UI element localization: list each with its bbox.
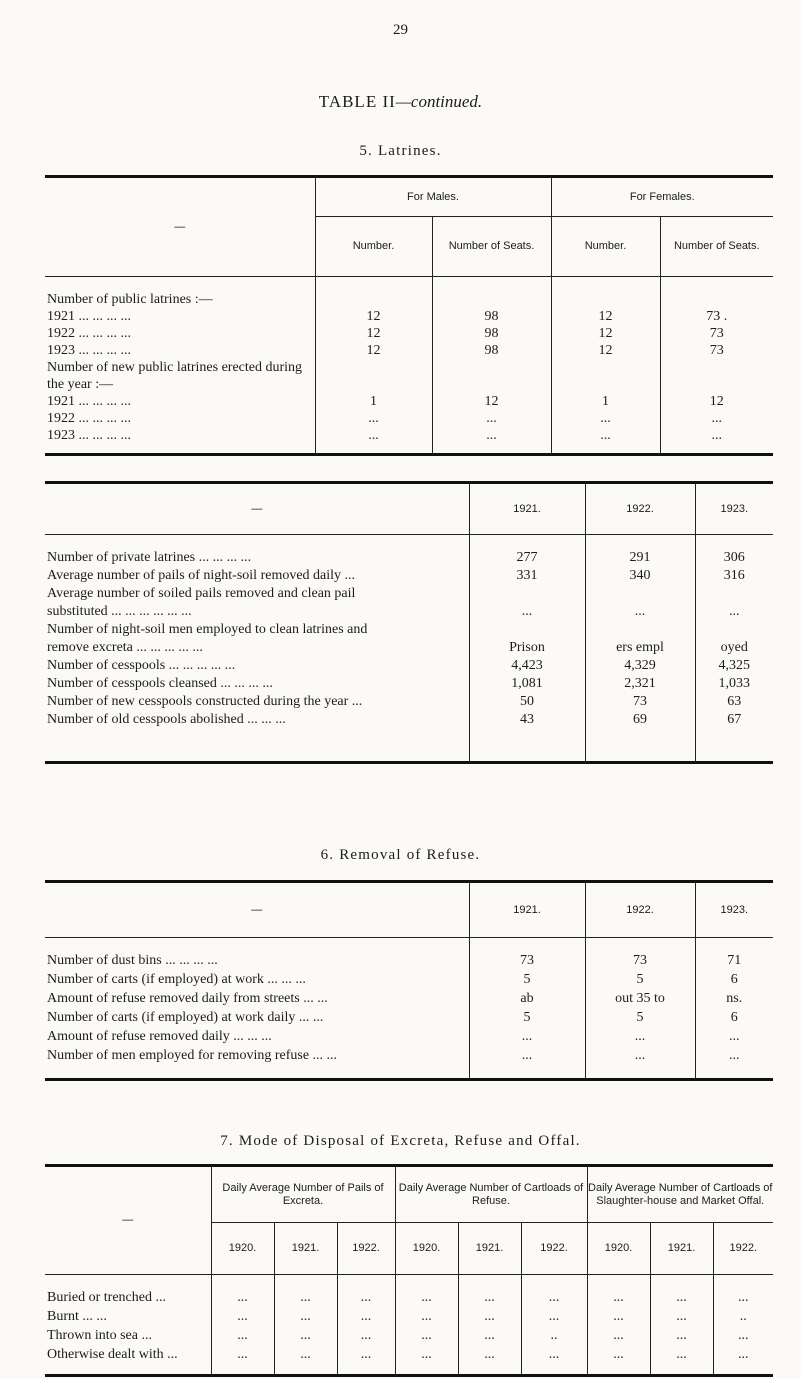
table-cell: 1,033 — [695, 675, 773, 693]
table-cell: 5 — [585, 1009, 695, 1028]
table-cell: ... — [551, 410, 660, 427]
table-cell: ... — [211, 1275, 274, 1308]
table-cell: 12 — [315, 325, 432, 342]
table-cell: ... — [458, 1275, 521, 1308]
table-cell — [695, 585, 773, 603]
row-label: Number of cesspools cleansed ... ... ... ... — [47, 675, 273, 691]
table-cell: 43 — [469, 711, 585, 763]
table-cell: ... — [585, 1028, 695, 1047]
table-cell: 71 — [695, 938, 773, 971]
table-row — [45, 427, 773, 454]
row-label: Number of old cesspools abolished ... ... ... — [47, 711, 286, 727]
table-cell — [551, 359, 660, 376]
table-cell: Prison — [469, 639, 585, 657]
row-label: Average number of soiled pails removed and clean pail — [47, 585, 356, 601]
table-cell: .. — [713, 1308, 773, 1327]
table-cell: ... — [274, 1346, 337, 1376]
header-female-number: Number. — [551, 217, 660, 277]
table-cell: ... — [587, 1327, 650, 1346]
table-cell — [432, 277, 551, 309]
table-row — [45, 621, 773, 639]
table-cell: ... — [211, 1346, 274, 1376]
table-cell — [432, 376, 551, 393]
table-cell: 12 — [315, 342, 432, 359]
table-cell: ... — [650, 1327, 713, 1346]
table-row — [45, 1009, 773, 1028]
table-cell: ... — [650, 1275, 713, 1308]
table-cell: 98 — [432, 308, 551, 325]
table-cell: ... — [274, 1275, 337, 1308]
table-cell: oyed — [695, 639, 773, 657]
table-cell: ... — [274, 1327, 337, 1346]
year-header: 1921. — [458, 1223, 521, 1275]
row-label: Amount of refuse removed daily from streets ... ... — [47, 990, 328, 1006]
year-header: 1921. — [274, 1223, 337, 1275]
table-cell: ... — [337, 1346, 395, 1376]
table-cell: 340 — [585, 567, 695, 585]
year-header: 1921. — [650, 1223, 713, 1275]
year-header: 1920. — [587, 1223, 650, 1275]
table-cell: ... — [274, 1308, 337, 1327]
table-cell — [660, 359, 773, 376]
table-cell: ab — [469, 990, 585, 1009]
table-cell: 4,329 — [585, 657, 695, 675]
table-cell: 6 — [695, 971, 773, 990]
table-cell — [432, 359, 551, 376]
section5b-corner: — — [251, 502, 263, 515]
table-cell: ers empl — [585, 639, 695, 657]
table-cell — [315, 359, 432, 376]
table-cell: 1 — [315, 393, 432, 410]
table-cell: ... — [650, 1346, 713, 1376]
table-row — [45, 567, 773, 585]
table-cell: .. — [521, 1327, 587, 1346]
page-number: 29 — [393, 22, 408, 38]
table-cell: 69 — [585, 711, 695, 763]
table-cell: 98 — [432, 342, 551, 359]
table-cell: ... — [432, 410, 551, 427]
table-cell: 73 — [585, 938, 695, 971]
row-label: Thrown into sea ... — [47, 1327, 152, 1343]
table-row — [45, 277, 773, 309]
table-row — [45, 657, 773, 675]
table-cell: 316 — [695, 567, 773, 585]
table-cell: ... — [585, 1047, 695, 1080]
table-cell: 6 — [695, 1009, 773, 1028]
table-cell: 50 — [469, 693, 585, 711]
row-label: Number of public latrines :— — [47, 292, 213, 307]
row-label: 1923 ... ... ... ... — [47, 428, 131, 443]
table-cell: ... — [395, 1275, 458, 1308]
row-label: Average number of pails of night-soil removed daily ... — [47, 567, 356, 583]
row-label: 1922 ... ... ... ... — [47, 326, 131, 341]
row-label: Number of cesspools ... ... ... ... ... — [47, 657, 236, 673]
table-cell: 98 — [432, 325, 551, 342]
header-for-females: For Females. — [551, 177, 773, 217]
table-cell: 2,321 — [585, 675, 695, 693]
table-row — [45, 410, 773, 427]
table-cell: 73 . — [660, 308, 773, 325]
header-1922: 1922. — [585, 483, 695, 535]
table-cell: 73 — [585, 693, 695, 711]
table-cell: ... — [337, 1308, 395, 1327]
table-cell: 12 — [551, 325, 660, 342]
table-cell — [660, 376, 773, 393]
section6-corner: — — [251, 903, 263, 916]
row-label: Buried or trenched ... — [47, 1290, 166, 1305]
table-cell: ... — [315, 410, 432, 427]
table-cell: 5 — [585, 971, 695, 990]
row-label: Number of new cesspools constructed during the year ... — [47, 693, 363, 709]
table-row — [45, 1327, 773, 1346]
table-cell: ... — [587, 1308, 650, 1327]
row-label: 1922 ... ... ... ... — [47, 411, 131, 426]
table-title — [0, 92, 801, 112]
table-row — [45, 1028, 773, 1047]
table-cell: 306 — [695, 535, 773, 567]
refuse-removal-table — [45, 880, 773, 1081]
table-cell: ... — [395, 1327, 458, 1346]
table-cell: ... — [587, 1275, 650, 1308]
header-pails-excreta: Daily Average Number of Pails of Excreta. — [211, 1166, 395, 1223]
table-cell — [585, 585, 695, 603]
table-cell — [660, 277, 773, 309]
row-label: Otherwise dealt with ... — [47, 1346, 178, 1362]
header-cartloads-offal: Daily Average Number of Cartloads of Slaughter-house and Market Offal. — [587, 1166, 773, 1223]
table-row — [45, 1346, 773, 1376]
table-cell: 73 — [469, 938, 585, 971]
section-7-title: 7. Mode of Disposal of Excreta, Refuse and Offal. — [220, 1133, 581, 1149]
table-cell: ... — [432, 427, 551, 454]
row-label: Number of new public latrines erected during — [47, 360, 303, 375]
disposal-table — [45, 1164, 773, 1377]
row-label: Number of men employed for removing refuse ... ... — [47, 1047, 338, 1063]
table-row — [45, 325, 773, 342]
table-row — [45, 1047, 773, 1080]
table-row — [45, 1275, 773, 1308]
table-cell: ... — [458, 1308, 521, 1327]
table-row — [45, 1308, 773, 1327]
row-label: Number of night-soil men employed to clean latrines and — [47, 621, 368, 637]
row-label: Amount of refuse removed daily ... ... ... — [47, 1028, 272, 1044]
table-title-main: TABLE II — [318, 92, 396, 111]
table-cell: ... — [211, 1308, 274, 1327]
year-header: 1922. — [337, 1223, 395, 1275]
table-cell: ... — [713, 1346, 773, 1376]
table-row — [45, 603, 773, 621]
row-label: Burnt ... ... — [47, 1308, 107, 1324]
year-header: 1922. — [713, 1223, 773, 1275]
table-cell: ... — [713, 1327, 773, 1346]
table-cell: 4,423 — [469, 657, 585, 675]
table-cell: 1 — [551, 393, 660, 410]
section-5-title: 5. Latrines. — [359, 143, 442, 159]
row-label: 1921 ... ... ... ... — [47, 394, 131, 409]
table-cell — [469, 585, 585, 603]
table-cell: ... — [713, 1275, 773, 1308]
year-header: 1920. — [395, 1223, 458, 1275]
table-cell: ... — [458, 1346, 521, 1376]
header-male-number: Number. — [315, 217, 432, 277]
table-cell: ... — [337, 1327, 395, 1346]
table-cell: ... — [458, 1327, 521, 1346]
table-cell — [551, 376, 660, 393]
table-cell: ... — [469, 603, 585, 621]
table-cell: ... — [395, 1308, 458, 1327]
year-header: 1922. — [521, 1223, 587, 1275]
header-cartloads-refuse: Daily Average Number of Cartloads of Refuse. — [395, 1166, 587, 1223]
table-cell: 1,081 — [469, 675, 585, 693]
table-cell: 5 — [469, 1009, 585, 1028]
table-row — [45, 711, 773, 763]
table-cell: 63 — [695, 693, 773, 711]
table-row — [45, 393, 773, 410]
table-cell: 12 — [551, 342, 660, 359]
table-cell — [469, 621, 585, 639]
table-cell: ... — [551, 427, 660, 454]
table-cell: ... — [660, 410, 773, 427]
table-row — [45, 639, 773, 657]
table-row — [45, 359, 773, 376]
section-6-title: 6. Removal of Refuse. — [320, 847, 481, 863]
table-row — [45, 342, 773, 359]
header-for-males: For Males. — [315, 177, 551, 217]
table-cell: 12 — [432, 393, 551, 410]
table-row — [45, 585, 773, 603]
table-cell — [551, 277, 660, 309]
table-cell: 277 — [469, 535, 585, 567]
table-row — [45, 693, 773, 711]
table-cell: ... — [211, 1327, 274, 1346]
row-label: Number of carts (if employed) at work daily ... ... — [47, 1009, 324, 1025]
table-cell: 12 — [315, 308, 432, 325]
table-cell: ... — [695, 603, 773, 621]
table-cell: ... — [587, 1346, 650, 1376]
table-cell: ... — [469, 1047, 585, 1080]
row-label: the year :— — [47, 377, 114, 392]
row-label: Number of private latrines ... ... ... ... — [47, 550, 252, 565]
table-cell: ... — [469, 1028, 585, 1047]
table-cell: ... — [660, 427, 773, 454]
table-row — [45, 535, 773, 567]
table-cell: ns. — [695, 990, 773, 1009]
header-male-seats: Number of Seats. — [432, 217, 551, 277]
table-cell: 73 — [660, 342, 773, 359]
table-cell: ... — [695, 1047, 773, 1080]
row-label: Number of dust bins ... ... ... ... — [47, 953, 218, 968]
table-cell: ... — [585, 603, 695, 621]
latrines-public-table — [45, 175, 773, 456]
table-cell: out 35 to — [585, 990, 695, 1009]
table-cell: ... — [395, 1346, 458, 1376]
table-row — [45, 308, 773, 325]
table-row — [45, 938, 773, 971]
s6-header-1922: 1922. — [585, 882, 695, 938]
row-label: remove excreta ... ... ... ... ... — [47, 639, 203, 655]
table-cell: 12 — [660, 393, 773, 410]
table-cell: ... — [315, 427, 432, 454]
table-cell — [695, 621, 773, 639]
table-cell: 291 — [585, 535, 695, 567]
table-row — [45, 675, 773, 693]
row-label: 1921 ... ... ... ... — [47, 309, 131, 324]
year-header: 1920. — [211, 1223, 274, 1275]
table-cell: ... — [521, 1308, 587, 1327]
header-1921: 1921. — [469, 483, 585, 535]
table-row — [45, 990, 773, 1009]
table-cell: 4,325 — [695, 657, 773, 675]
table-cell: ... — [521, 1275, 587, 1308]
latrines-private-table — [45, 481, 773, 764]
section7-corner: — — [122, 1214, 134, 1226]
row-label: 1923 ... ... ... ... — [47, 343, 131, 358]
table-cell: ... — [337, 1275, 395, 1308]
header-1923: 1923. — [695, 483, 773, 535]
table-cell: 67 — [695, 711, 773, 763]
table-cell: ... — [695, 1028, 773, 1047]
table-row — [45, 376, 773, 393]
table-cell: 12 — [551, 308, 660, 325]
table-cell: ... — [521, 1346, 587, 1376]
row-label: Number of carts (if employed) at work ... ... ... — [47, 971, 306, 987]
section5-corner: — — [174, 220, 186, 233]
table-cell: 5 — [469, 971, 585, 990]
header-female-seats: Number of Seats. — [660, 217, 773, 277]
table-cell: 73 — [660, 325, 773, 342]
table-title-continued: —continued. — [395, 92, 483, 111]
table-cell — [315, 376, 432, 393]
row-label: substituted ... ... ... ... ... ... — [47, 603, 192, 619]
s6-header-1923: 1923. — [695, 882, 773, 938]
table-cell — [315, 277, 432, 309]
table-cell: 331 — [469, 567, 585, 585]
s6-header-1921: 1921. — [469, 882, 585, 938]
table-cell: ... — [650, 1308, 713, 1327]
table-cell — [585, 621, 695, 639]
table-row — [45, 971, 773, 990]
